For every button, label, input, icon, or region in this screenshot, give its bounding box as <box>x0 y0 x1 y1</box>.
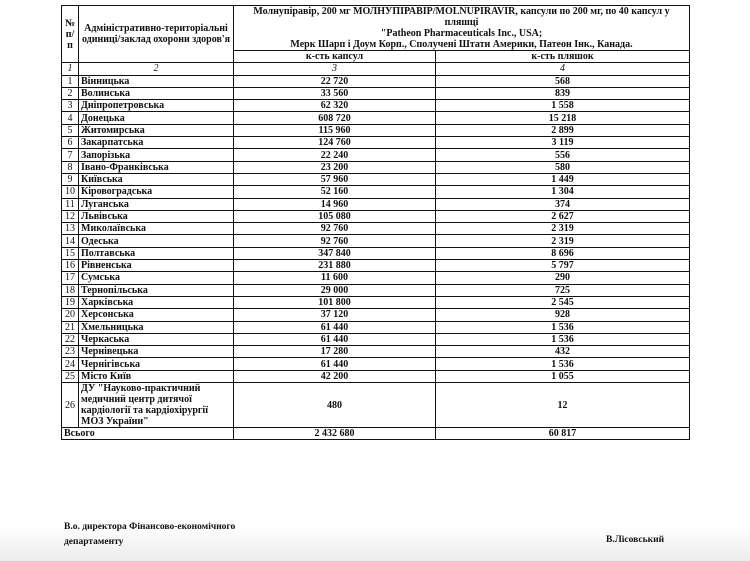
bottles-value: 432 <box>436 346 690 358</box>
bottles-value: 2 627 <box>436 210 690 222</box>
bottles-value: 1 558 <box>436 100 690 112</box>
region-name: Полтавська <box>79 247 234 259</box>
table-row <box>62 186 690 198</box>
column-index-3: 3 <box>234 63 436 75</box>
capsules-value: 231 880 <box>234 260 436 272</box>
capsules-value: 92 760 <box>234 223 436 235</box>
row-number: 9 <box>62 173 79 185</box>
table-row <box>62 210 690 222</box>
signatory-title-line-2: департаменту <box>64 537 124 547</box>
product-line-3: Мерк Шарп і Доум Корп., Сполучені Штати Америки, Патеон Інк., Канада. <box>290 39 633 50</box>
bottles-value: 2 319 <box>436 223 690 235</box>
region-name: Місто Київ <box>79 370 234 382</box>
table-row <box>62 100 690 112</box>
region-name: Рівненська <box>79 260 234 272</box>
bottles-value: 556 <box>436 149 690 161</box>
table-row <box>62 284 690 296</box>
capsules-value: 92 760 <box>234 235 436 247</box>
row-number: 13 <box>62 223 79 235</box>
bottles-value: 1 055 <box>436 370 690 382</box>
capsules-value: 17 280 <box>234 346 436 358</box>
capsules-value: 115 960 <box>234 124 436 136</box>
row-number: 25 <box>62 370 79 382</box>
row-number: 20 <box>62 309 79 321</box>
row-number: 5 <box>62 124 79 136</box>
bottles-value: 580 <box>436 161 690 173</box>
region-name: Херсонська <box>79 309 234 321</box>
row-number: 19 <box>62 296 79 308</box>
table-row <box>62 87 690 99</box>
bottles-value: 568 <box>436 75 690 87</box>
region-name: Одеська <box>79 235 234 247</box>
bottles-value: 5 797 <box>436 260 690 272</box>
region-name: Запорізька <box>79 149 234 161</box>
region-name: ДУ "Науково-практичний медичний центр дитячої кардіології та кардіохірургії МОЗ України" <box>79 383 234 428</box>
column-index-1: 1 <box>62 63 79 75</box>
header-admin-unit: Адміністративно-територіальні одиниці/заклад охорони здоров'я <box>79 6 234 63</box>
capsules-value: 23 200 <box>234 161 436 173</box>
header-capsules: к-сть капсул <box>234 51 436 63</box>
region-name: Миколаївська <box>79 223 234 235</box>
row-number: 8 <box>62 161 79 173</box>
bottles-value: 2 545 <box>436 296 690 308</box>
table-row <box>62 247 690 259</box>
row-number: 15 <box>62 247 79 259</box>
table-row <box>62 124 690 136</box>
bottles-value: 3 119 <box>436 137 690 149</box>
region-name: Сумська <box>79 272 234 284</box>
distribution-table <box>61 5 690 440</box>
table-row <box>62 223 690 235</box>
row-number: 14 <box>62 235 79 247</box>
row-number: 16 <box>62 260 79 272</box>
bottles-value: 1 304 <box>436 186 690 198</box>
bottles-value: 2 319 <box>436 235 690 247</box>
capsules-value: 14 960 <box>234 198 436 210</box>
capsules-value: 124 760 <box>234 137 436 149</box>
product-line-2: "Patheon Pharmaceuticals Inc., USA; <box>380 28 543 39</box>
table-row <box>62 346 690 358</box>
bottles-value: 1 536 <box>436 333 690 345</box>
table-row <box>62 173 690 185</box>
bottles-value: 839 <box>436 87 690 99</box>
header-product <box>234 6 690 51</box>
bottles-value: 1 449 <box>436 173 690 185</box>
bottles-value: 1 536 <box>436 358 690 370</box>
capsules-value: 347 840 <box>234 247 436 259</box>
region-name: Київська <box>79 173 234 185</box>
total-capsules: 2 432 680 <box>234 428 436 440</box>
capsules-value: 608 720 <box>234 112 436 124</box>
row-number: 22 <box>62 333 79 345</box>
capsules-value: 22 720 <box>234 75 436 87</box>
table-row <box>62 161 690 173</box>
region-name: Житомирська <box>79 124 234 136</box>
region-name: Закарпатська <box>79 137 234 149</box>
capsules-value: 61 440 <box>234 358 436 370</box>
capsules-value: 57 960 <box>234 173 436 185</box>
capsules-value: 42 200 <box>234 370 436 382</box>
bottles-value: 15 218 <box>436 112 690 124</box>
column-index-2: 2 <box>79 63 234 75</box>
row-number: 6 <box>62 137 79 149</box>
capsules-value: 480 <box>234 383 436 428</box>
header-row <box>62 6 690 51</box>
bottles-value: 1 536 <box>436 321 690 333</box>
region-name: Кіровоградська <box>79 186 234 198</box>
bottles-value: 290 <box>436 272 690 284</box>
region-name: Чернігівська <box>79 358 234 370</box>
bottles-value: 725 <box>436 284 690 296</box>
capsules-value: 61 440 <box>234 333 436 345</box>
region-name: Черкаська <box>79 333 234 345</box>
column-index-row <box>62 63 690 75</box>
region-name: Луганська <box>79 198 234 210</box>
signatory-title <box>64 520 235 550</box>
table-row <box>62 296 690 308</box>
row-number: 10 <box>62 186 79 198</box>
row-number: 1 <box>62 75 79 87</box>
row-number: 26 <box>62 383 79 428</box>
table-row <box>62 137 690 149</box>
table-row <box>62 198 690 210</box>
table-row <box>62 370 690 382</box>
capsules-value: 22 240 <box>234 149 436 161</box>
row-number: 18 <box>62 284 79 296</box>
capsules-value: 101 800 <box>234 296 436 308</box>
table-row <box>62 149 690 161</box>
table-row <box>62 333 690 345</box>
signatory-name: В.Лісовський <box>606 535 665 545</box>
header-bottles: к-сть пляшок <box>436 51 690 63</box>
bottles-value: 12 <box>436 383 690 428</box>
capsules-value: 61 440 <box>234 321 436 333</box>
bottles-value: 928 <box>436 309 690 321</box>
bottles-value: 374 <box>436 198 690 210</box>
table-row <box>62 75 690 87</box>
row-number: 12 <box>62 210 79 222</box>
capsules-value: 52 160 <box>234 186 436 198</box>
region-name: Івано-Франківська <box>79 161 234 173</box>
row-number: 11 <box>62 198 79 210</box>
row-number: 17 <box>62 272 79 284</box>
table-row <box>62 358 690 370</box>
capsules-value: 11 600 <box>234 272 436 284</box>
region-name: Донецька <box>79 112 234 124</box>
table-row <box>62 260 690 272</box>
product-line-1: Молнупіравір, 200 мг МОЛНУПІРАВІР/MOLNUPIRAVIR, капсули по 200 мг, по 40 капсул у пляшці <box>253 6 670 28</box>
row-number: 23 <box>62 346 79 358</box>
column-index-4: 4 <box>436 63 690 75</box>
total-bottles: 60 817 <box>436 428 690 440</box>
capsules-value: 62 320 <box>234 100 436 112</box>
signatory-title-line-1: В.о. директора Фінансово-економічного <box>64 522 236 532</box>
region-name: Вінницька <box>79 75 234 87</box>
region-name: Хмельницька <box>79 321 234 333</box>
table-row <box>62 321 690 333</box>
table-row <box>62 383 690 428</box>
row-number: 7 <box>62 149 79 161</box>
header-number: № п/п <box>62 6 79 63</box>
region-name: Чернівецька <box>79 346 234 358</box>
table-row <box>62 235 690 247</box>
total-row <box>62 428 690 440</box>
region-name: Тернопільська <box>79 284 234 296</box>
table-row <box>62 309 690 321</box>
bottles-value: 2 899 <box>436 124 690 136</box>
row-number: 3 <box>62 100 79 112</box>
bottles-value: 8 696 <box>436 247 690 259</box>
table-row <box>62 112 690 124</box>
region-name: Харківська <box>79 296 234 308</box>
capsules-value: 37 120 <box>234 309 436 321</box>
total-label: Всього <box>62 428 234 440</box>
capsules-value: 29 000 <box>234 284 436 296</box>
capsules-value: 105 080 <box>234 210 436 222</box>
region-name: Волинська <box>79 87 234 99</box>
row-number: 24 <box>62 358 79 370</box>
table-row <box>62 272 690 284</box>
region-name: Дніпропетровська <box>79 100 234 112</box>
capsules-value: 33 560 <box>234 87 436 99</box>
row-number: 2 <box>62 87 79 99</box>
row-number: 4 <box>62 112 79 124</box>
region-name: Львівська <box>79 210 234 222</box>
row-number: 21 <box>62 321 79 333</box>
